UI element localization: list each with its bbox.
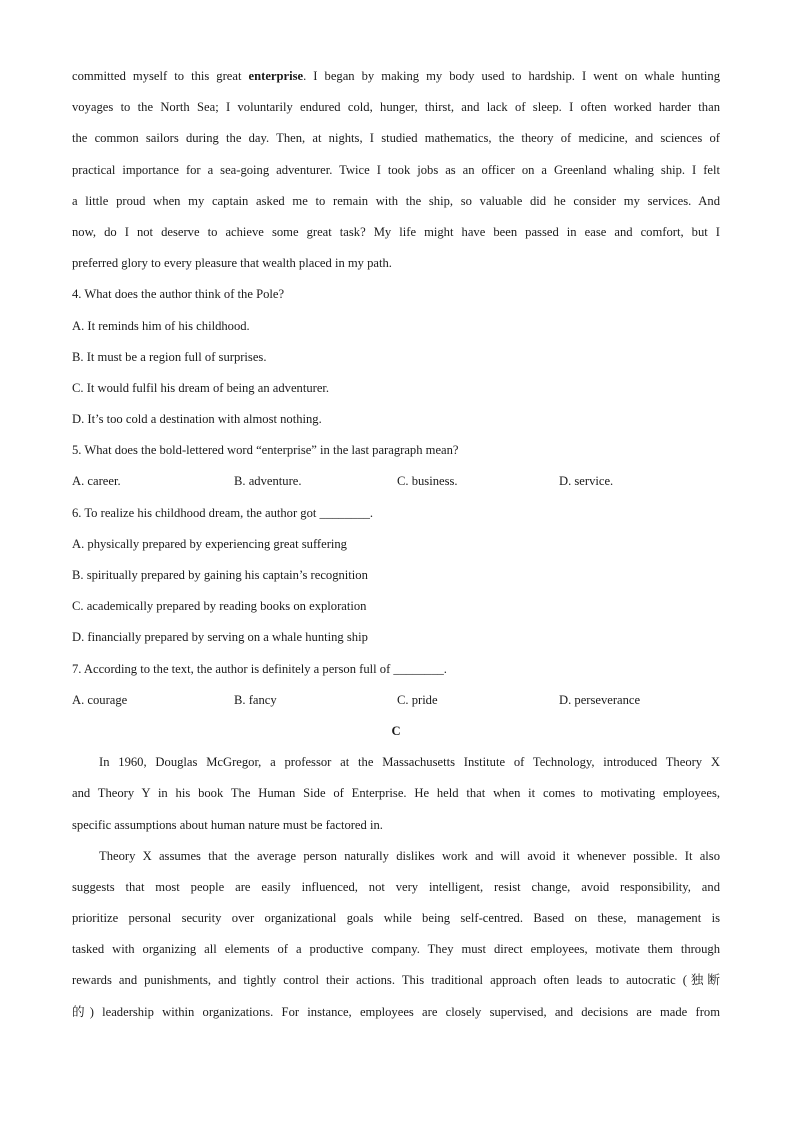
- question-5-option-d: D. service.: [559, 474, 614, 489]
- section-c-line: 的) leadership within organizations. For instance, employees are closely supervised, and decisions are made from: [72, 1004, 720, 1019]
- section-c-line: In 1960, Douglas McGregor, a professor at the Massachusetts Institute of Technology, introduced Theory X: [99, 755, 720, 770]
- passage-line: practical importance for a sea-going adventurer. Twice I took jobs as an officer on a Greenland whaling ship. I felt: [72, 162, 720, 177]
- passage-line: the common sailors during the day. Then, at nights, I studied mathematics, the theory of medicine, and sciences of: [72, 131, 720, 146]
- document-content: [72, 66, 720, 1033]
- section-c-line: and Theory Y in his book The Human Side of Enterprise. He held that when it comes to motivating employees,: [72, 786, 720, 801]
- passage-line: voyages to the North Sea; I voluntarily endured cold, hunger, thirst, and lack of sleep. I often worked harder than: [72, 100, 720, 115]
- question-5-stem: 5. What does the bold-lettered word “enterprise” in the last paragraph mean?: [72, 443, 459, 458]
- question-7-option-d: D. perseverance: [559, 692, 641, 707]
- question-4-option-d: D. It’s too cold a destination with almost nothing.: [72, 412, 322, 427]
- question-6-option-c: C. academically prepared by reading books on exploration: [72, 599, 367, 614]
- section-c-line: prioritize personal security over organizational goals while being self-centred. Based on these, management is: [72, 911, 720, 926]
- question-5-option-c: C. business.: [397, 474, 458, 489]
- question-6-option-b: B. spiritually prepared by gaining his captain’s recognition: [72, 568, 368, 582]
- question-7-option-c: C. pride: [397, 692, 438, 707]
- question-4-option-c: C. It would fulfil his dream of being an adventurer.: [72, 380, 330, 395]
- section-c-line: Theory X assumes that the average person naturally dislikes work and will avoid it whenever possible. It also: [99, 848, 720, 863]
- question-4-option-b: B. It must be a region full of surprises.: [72, 349, 267, 364]
- passage-line: a little proud when my captain asked me to remain with the ship, so valuable did he consider my services. And: [72, 193, 720, 208]
- section-c-line: specific assumptions about human nature must be factored in.: [72, 817, 383, 832]
- section-c-heading: C: [391, 723, 401, 738]
- question-5-option-a: A. career.: [72, 474, 121, 489]
- question-6-option-a: A. physically prepared by experiencing great suffering: [72, 536, 347, 551]
- question-4-option-a: A. It reminds him of his childhood.: [72, 318, 250, 333]
- question-5-option-b: B. adventure.: [234, 474, 302, 489]
- question-6-option-d: D. financially prepared by serving on a whale hunting ship: [72, 630, 368, 645]
- question-5-options: [72, 471, 720, 502]
- passage-line: now, do I not deserve to achieve some great task? My life might have been passed in ease and comfort, but I: [72, 224, 720, 239]
- question-7-options: [72, 690, 720, 721]
- section-c-line: suggests that most people are easily influenced, not very intelligent, resist change, avoid responsibility, and: [72, 879, 720, 894]
- question-4-stem: 4. What does the author think of the Pole?: [72, 287, 285, 302]
- passage-line: preferred glory to every pleasure that wealth placed in my path.: [72, 256, 392, 271]
- question-7-stem: 7. According to the text, the author is definitely a person full of ________.: [72, 661, 447, 676]
- passage-text: committed myself to this great: [72, 69, 249, 83]
- question-7-option-b: B. fancy: [234, 692, 277, 707]
- question-7-option-a: A. courage: [72, 692, 128, 707]
- section-c-line: rewards and punishments, and tightly control their actions. This traditional approach often leads to autocratic (独断: [72, 973, 720, 988]
- passage-line: [72, 66, 720, 97]
- question-6-stem: 6. To realize his childhood dream, the author got ________.: [72, 505, 374, 520]
- section-c-line: tasked with organizing all elements of a productive company. They must direct employees, motivate them through: [72, 942, 720, 957]
- passage-text: . I began by making my body used to hardship. I went on whale hunting: [303, 69, 721, 83]
- bold-word-enterprise: enterprise: [248, 69, 304, 83]
